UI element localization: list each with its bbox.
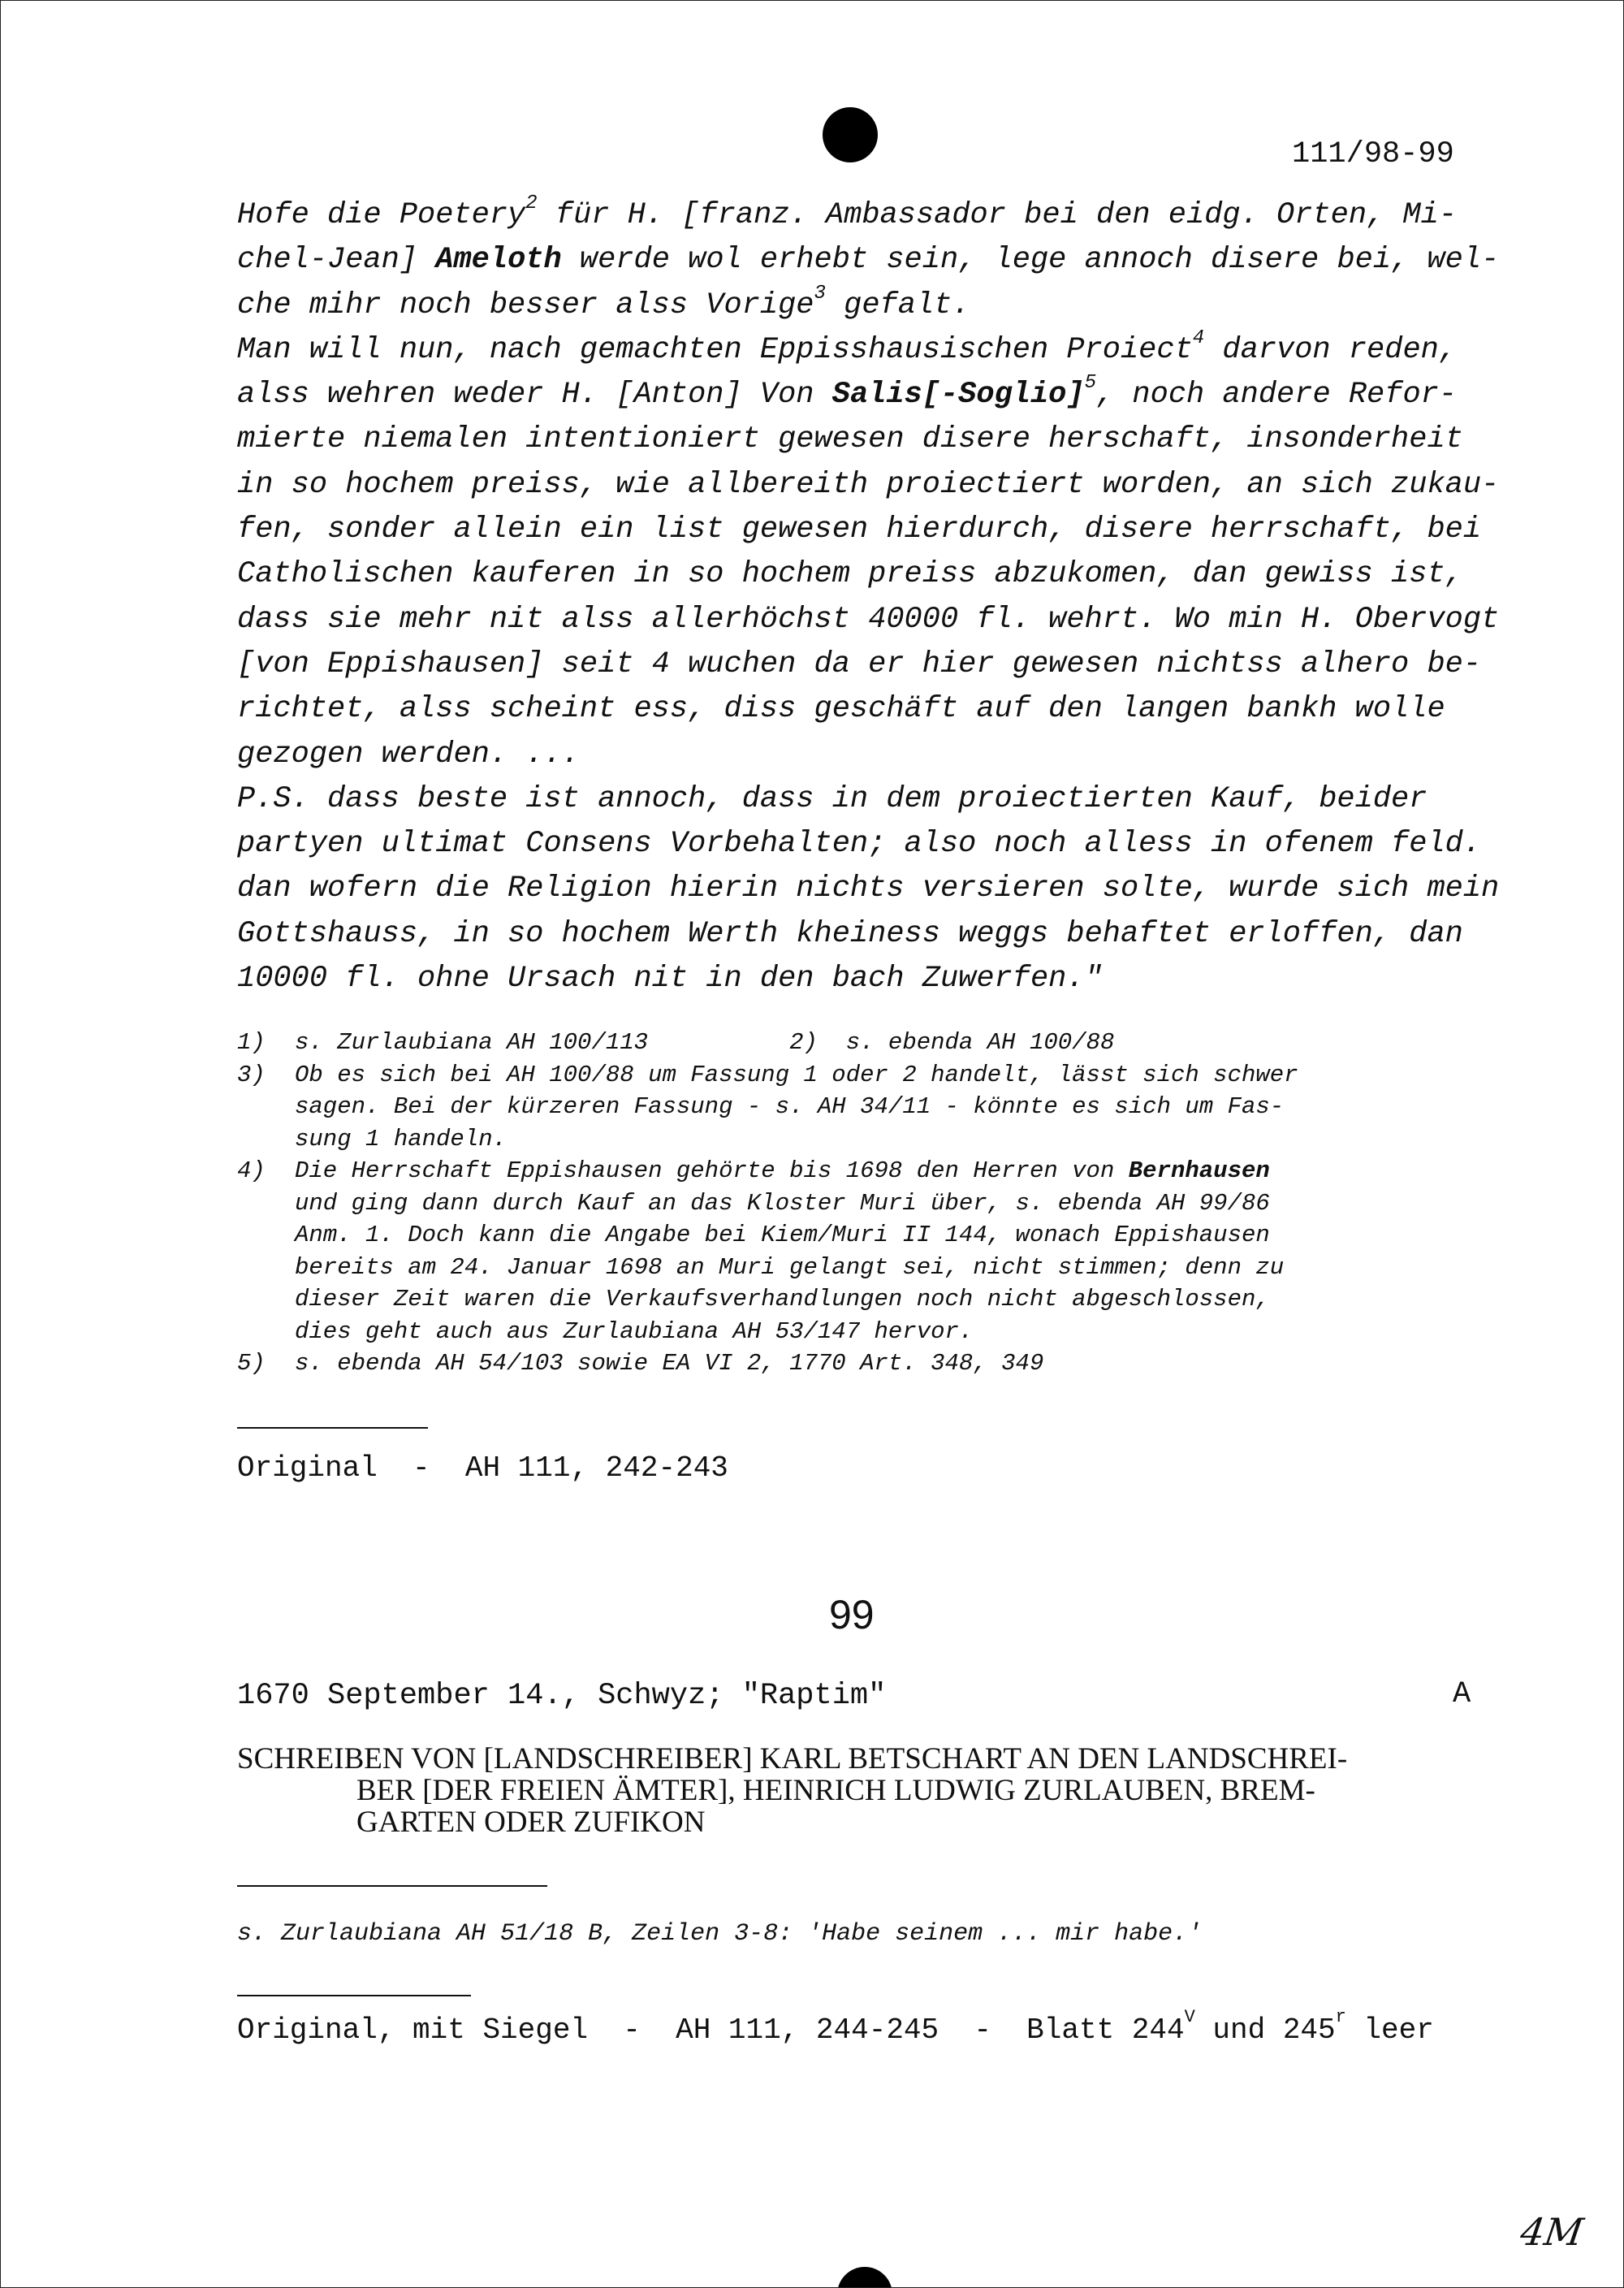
text-run: s. ebenda AH 54/103 sowie EA VI 2, 1770 Art. 348, 349	[295, 1350, 1044, 1377]
footnote-number: 4)	[237, 1157, 266, 1184]
footnote-number: 1)	[237, 1029, 266, 1056]
text-run: 10000 fl. ohne Ursach nit in den bach Zuwerfen."	[237, 962, 1103, 997]
punch-hole-bottom	[837, 2267, 892, 2288]
document-title	[237, 1743, 1504, 1838]
text-run: sagen. Bei der kürzeren Fassung - s. AH 34/11 - könnte es sich um Fas-	[295, 1093, 1285, 1120]
text-line	[237, 598, 1500, 642]
footnote-line	[237, 1187, 1488, 1220]
text-line	[237, 552, 1488, 597]
footnote-line	[237, 1283, 1488, 1316]
reference-note: s. Zurlaubiana AH 51/18 B, Zeilen 3-8: 'Habe seinem ... mir habe.'	[237, 1920, 1203, 1948]
footnote-marker: 5	[1084, 372, 1096, 395]
text-line	[237, 328, 1488, 373]
original-2-sup-a: V	[1184, 2007, 1195, 2027]
title-line: GARTEN ODER ZUFIKON	[356, 1806, 706, 1839]
footnote-number: 5)	[237, 1350, 266, 1377]
text-run: bereits am 24. Januar 1698 an Muri gelangt sei, nicht stimmen; denn zu	[295, 1253, 1285, 1281]
text-line	[237, 733, 1488, 777]
text-run: werde wol erhebt sein, lege annoch disere bei, wel-	[561, 243, 1500, 278]
footnote-line	[237, 1219, 1488, 1252]
original-source-1: Original - AH 111, 242-243	[237, 1451, 728, 1485]
text-run: darvon reden,	[1204, 332, 1458, 367]
text-line	[237, 463, 1500, 508]
text-run: dan wofern die Religion hierin nichts versieren solte, wurde sich mein	[237, 872, 1500, 906]
original-source-2	[237, 2007, 1434, 2047]
text-run: dieser Zeit waren die Verkaufsverhandlungen noch nicht abgeschlossen,	[295, 1286, 1270, 1313]
text-line	[237, 193, 1488, 238]
text-run: P.S. dass beste ist annoch, dass in dem proiectierten Kauf, beider	[237, 781, 1427, 816]
footnote-line	[237, 1316, 1488, 1348]
text-line	[237, 822, 1488, 867]
text-run: Die Herrschaft Eppishausen gehörte bis 1698 den Herren von	[295, 1157, 1129, 1184]
text-run: , noch andere Refor-	[1096, 378, 1458, 413]
text-run: Anm. 1. Doch kann die Angabe bei Kiem/Muri II 144, wonach Eppishausen	[295, 1222, 1270, 1248]
text-line	[237, 417, 1488, 462]
footnote-number: 3)	[237, 1061, 266, 1088]
footnote-line	[237, 1155, 1488, 1187]
handwritten-page-number: 4M	[1518, 2210, 1587, 2254]
footnote-line	[237, 1027, 1488, 1059]
original-2-sup-b: r	[1335, 2007, 1346, 2027]
text-run: Catholischen kauferen in so hochem preiss abzukomen, dan gewiss ist,	[237, 557, 1463, 592]
text-run: Ameloth	[435, 243, 562, 278]
document-number: 99	[829, 1592, 875, 1637]
text-run: chel-Jean]	[237, 243, 436, 278]
footnotes	[237, 1027, 1488, 1380]
date-line-letter: A	[1453, 1677, 1471, 1711]
text-line	[237, 238, 1500, 283]
text-run: s. Zurlaubiana AH 100/113 2) s. ebenda AH 100/88	[295, 1029, 1115, 1056]
separator-rule-2	[237, 1885, 547, 1887]
date-line: 1670 September 14., Schwyz; "Raptim"	[237, 1679, 887, 1713]
original-2-text-b: und 245	[1194, 2013, 1336, 2047]
text-run: Ob es sich bei AH 100/88 um Fassung 1 oder 2 handelt, lässt sich schwer	[295, 1061, 1298, 1088]
footnote-line	[237, 1123, 1488, 1156]
text-run: Gottshauss, in so hochem Werth kheiness weggs behaftet erloffen, dan	[237, 916, 1463, 951]
text-line	[237, 867, 1500, 911]
text-line	[237, 283, 1488, 328]
text-run: gefalt.	[825, 288, 970, 322]
original-2-text-a: Original, mit Siegel - AH 111, 244-245 - Blatt 244	[237, 2013, 1185, 2047]
text-run: dass sie mehr nit alss allerhöchst 40000 fl. wehrt. Wo min H. Obervogt	[237, 602, 1500, 637]
text-run: che mihr noch besser alss Vorige	[237, 288, 814, 322]
text-run: gezogen werden. ...	[237, 737, 580, 772]
text-line	[237, 642, 1488, 687]
title-line: BER [DER FREIEN ÄMTER], HEINRICH LUDWIG ZURLAUBEN, BREM-	[356, 1774, 1315, 1807]
title-line: SCHREIBEN VON [LANDSCHREIBER] KARL BETSCHART AN DEN LANDSCHREI-	[237, 1742, 1348, 1775]
text-line	[237, 957, 1488, 1001]
page-number: 111/98-99	[1292, 137, 1454, 171]
text-run: partyen ultimat Consens Vorbehalten; also noch alless in ofenem feld.	[237, 827, 1482, 862]
separator-rule-3	[237, 1995, 471, 1996]
footnote-marker: 2	[525, 192, 538, 214]
letter-text	[237, 192, 1500, 1001]
text-run: dies geht auch aus Zurlaubiana AH 53/147 hervor.	[295, 1317, 974, 1345]
text-run: mierte niemalen intentioniert gewesen disere herschaft, insonderheit	[237, 422, 1463, 457]
footnote-line	[237, 1091, 1488, 1123]
text-run: in so hochem preiss, wie allbereith proiectiert worden, an sich zukau-	[237, 467, 1500, 502]
text-run: alss wehren weder H. [Anton] Von	[237, 378, 832, 413]
punch-hole-top	[823, 107, 878, 162]
text-run: fen, sonder allein ein list gewesen hierdurch, disere herrschaft, bei	[237, 513, 1482, 547]
footnote-line	[237, 1347, 1488, 1380]
text-run: richtet, alss scheint ess, diss geschäft auf den langen bankh wolle	[237, 692, 1445, 727]
text-run: [von Eppishausen] seit 4 wuchen da er hier gewesen nichtss alhero be-	[237, 647, 1482, 681]
text-run: sung 1 handeln.	[295, 1125, 508, 1153]
text-line	[237, 373, 1488, 417]
text-run: Bernhausen	[1128, 1157, 1270, 1184]
text-line	[237, 777, 1488, 822]
original-2-text-c: leer	[1345, 2013, 1434, 2047]
text-run: Hofe die Poetery	[237, 198, 526, 232]
text-run: Man will nun, nach gemachten Eppisshausischen Proiect	[237, 332, 1193, 367]
text-run: für H. [franz. Ambassador bei den eidg. Orten, Mi-	[537, 198, 1458, 232]
footnote-marker: 4	[1192, 327, 1205, 349]
text-line	[237, 508, 1488, 552]
footnote-line	[237, 1059, 1488, 1092]
text-line	[237, 912, 1488, 957]
footnote-line	[237, 1252, 1488, 1284]
footnote-marker: 3	[814, 282, 826, 305]
separator-rule-1	[237, 1427, 428, 1429]
text-run: und ging dann durch Kauf an das Kloster Muri über, s. ebenda AH 99/86	[295, 1189, 1270, 1217]
text-line	[237, 687, 1488, 732]
text-run: Salis[-Soglio]	[831, 378, 1085, 413]
